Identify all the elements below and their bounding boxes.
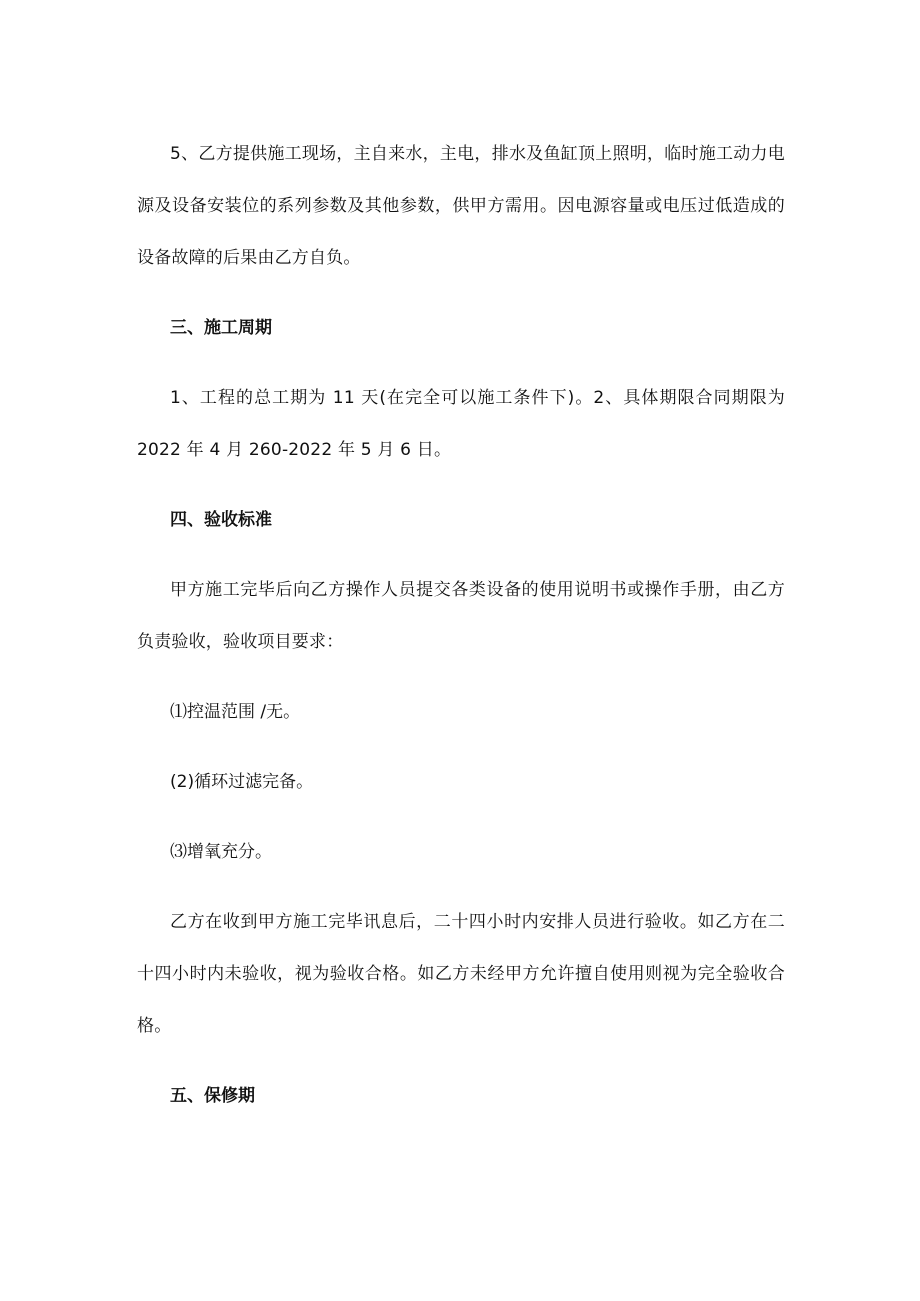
acceptance-item-2: (2)循环过滤完备。 xyxy=(170,772,314,792)
acceptance-item-3: ⑶增氧充分。 xyxy=(170,842,272,862)
section-heading-acceptance-standard: 四、验收标准 xyxy=(170,510,272,530)
document-body xyxy=(137,128,785,1140)
section-heading-construction-period: 三、施工周期 xyxy=(170,318,272,338)
acceptance-procedure-paragraph: 乙方在收到甲方施工完毕讯息后，二十四小时内安排人员进行验收。如乙方在二十四小时内未验收，视为验收合格。如乙方未经甲方允许擅自使用则视为完全验收合格。 xyxy=(137,912,785,1036)
acceptance-item-1: ⑴控温范围 /无。 xyxy=(170,702,301,722)
clause-5-paragraph: 5、乙方提供施工现场，主自来水，主电，排水及鱼缸顶上照明，临时施工动力电源及设备安装位的系列参数及其他参数，供甲方需用。因电源容量或电压过低造成的设备故障的后果由乙方自负。 xyxy=(137,144,785,268)
acceptance-intro-paragraph: 甲方施工完毕后向乙方操作人员提交各类设备的使用说明书或操作手册，由乙方负责验收，验收项目要求： xyxy=(137,580,785,652)
section-heading-warranty-period: 五、保修期 xyxy=(170,1086,255,1106)
construction-period-paragraph: 1、工程的总工期为 11 天(在完全可以施工条件下)。2、具体期限合同期限为 2022 年 4 月 260-2022 年 5 月 6 日。 xyxy=(137,388,785,460)
